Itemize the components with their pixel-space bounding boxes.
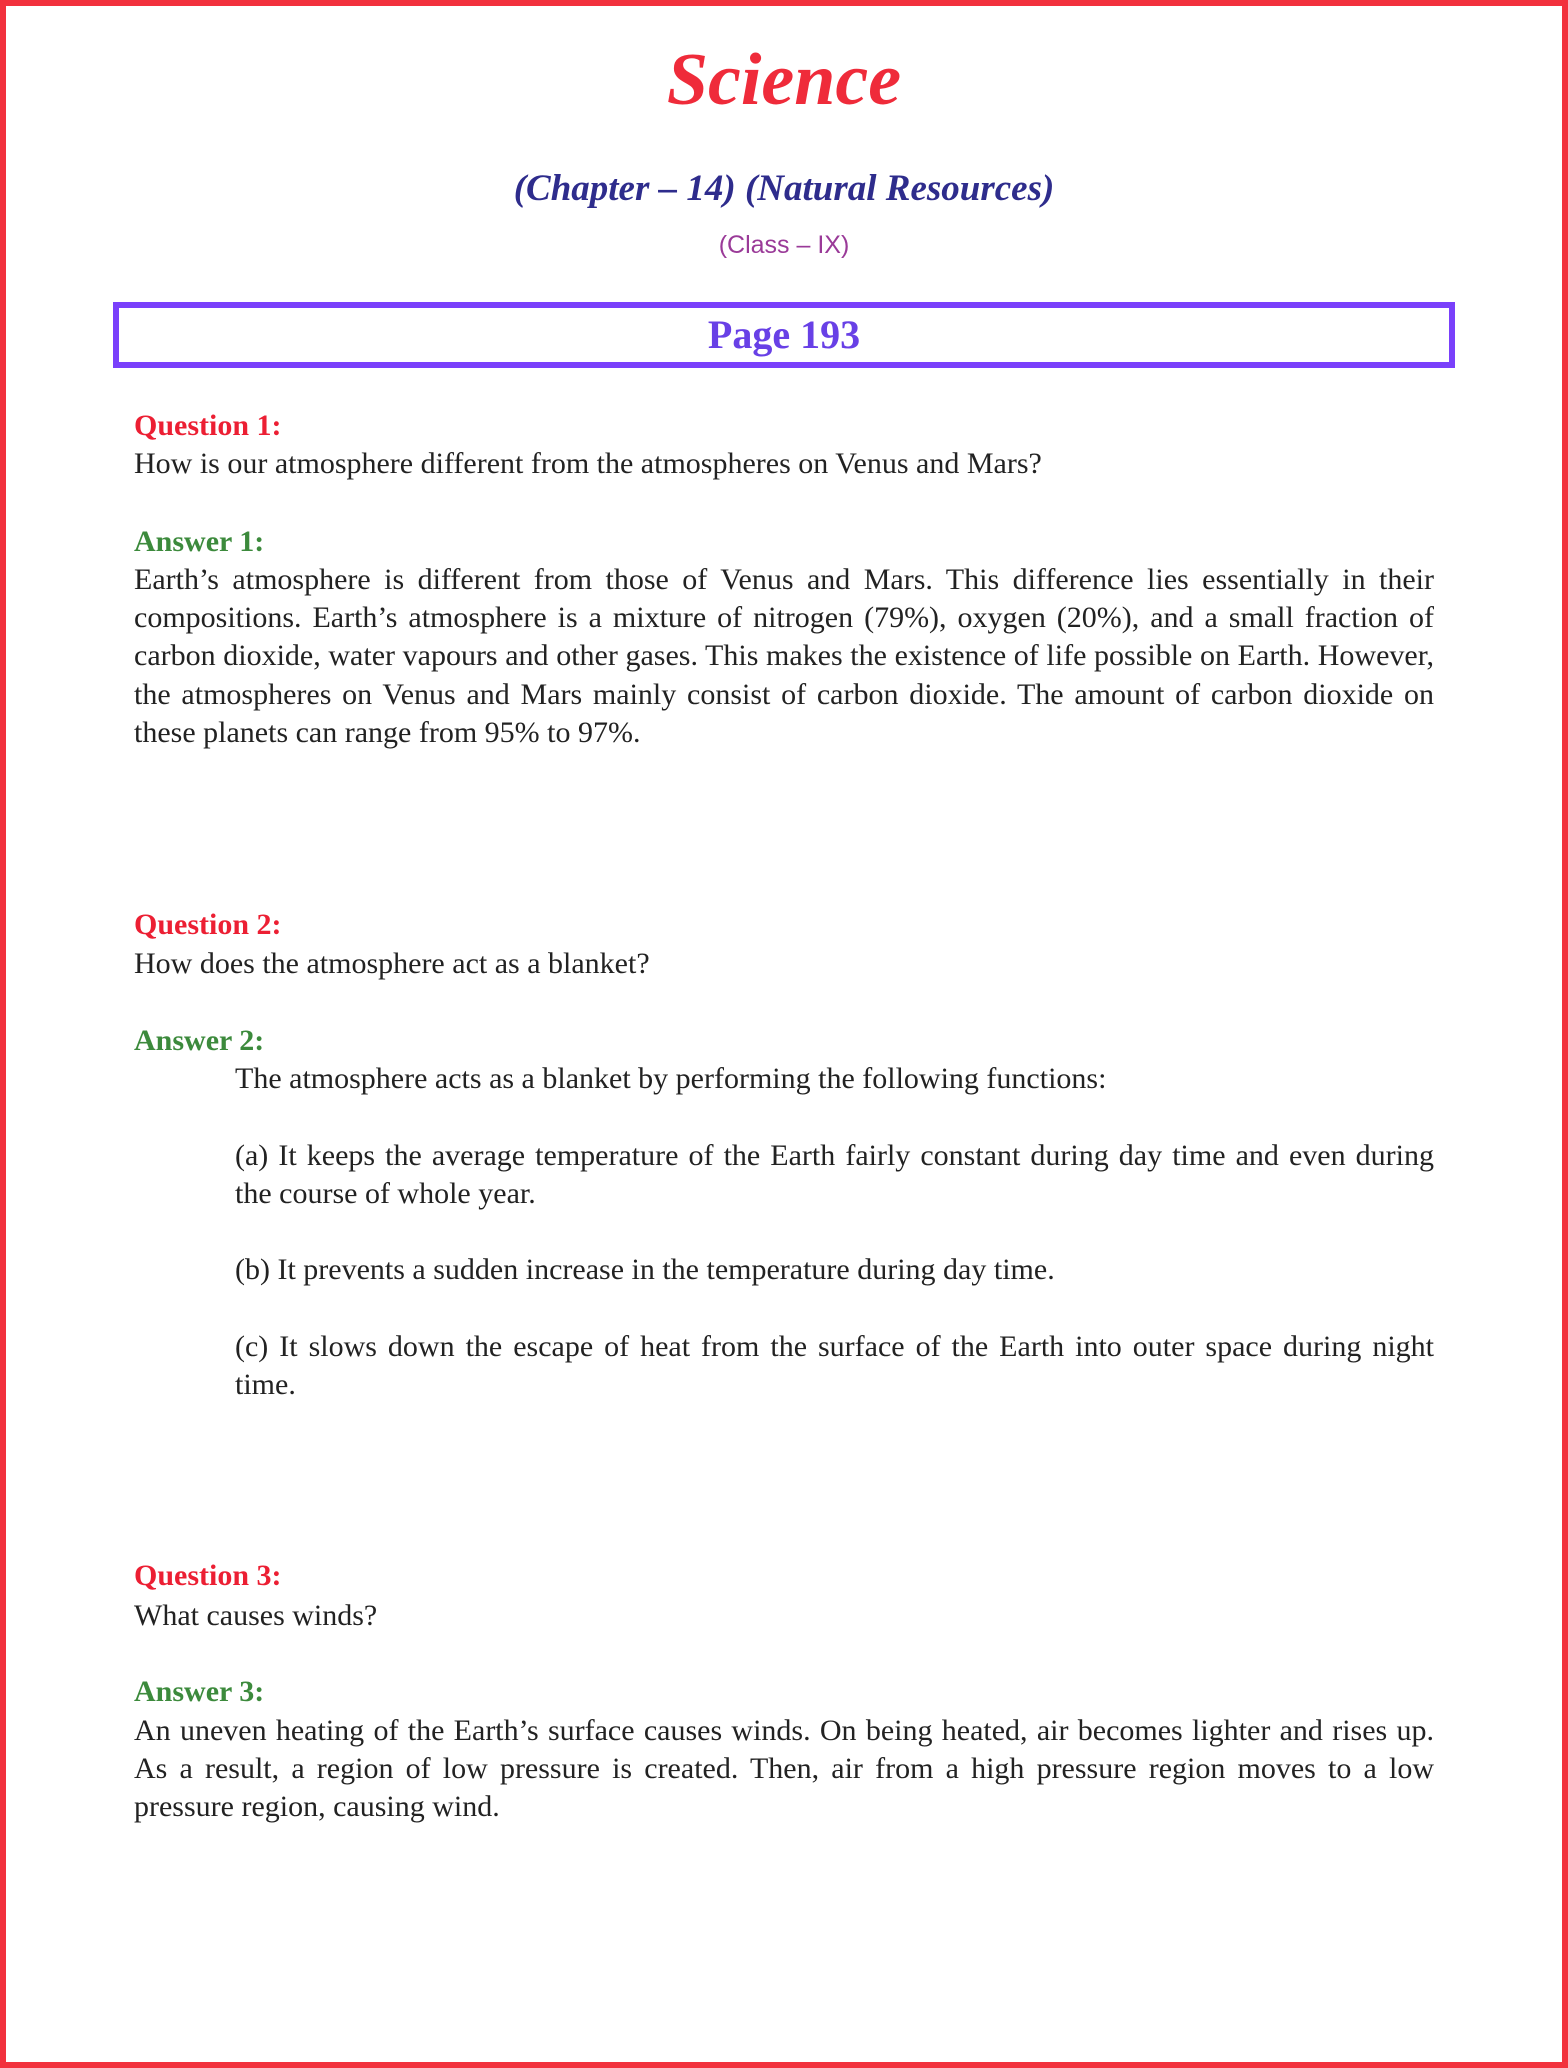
question-label: Question 2: [134, 908, 282, 941]
page-number: Page 193 [707, 312, 861, 357]
question-label: Question 1: [134, 409, 282, 442]
answer-intro: The atmosphere acts as a blanket by performing the following functions: [235, 1062, 1107, 1095]
answer-label: Answer 1: [134, 525, 265, 558]
page-number-box [113, 302, 1455, 368]
question-text: How is our atmosphere different from the atmospheres on Venus and Mars? [134, 447, 1042, 480]
page-title: Science [666, 39, 902, 121]
answer-text: An uneven heating of the Earth’s surface causes winds. On being heated, air becomes lighter and rises up. As a result, a region of low pressure is created. Then, air from a high pressure region moves to a low pressure region, causing wind. [134, 1714, 1434, 1824]
question-text: How does the atmosphere act as a blanket? [134, 947, 650, 980]
question-text: What causes winds? [134, 1599, 378, 1632]
answer-text: Earth’s atmosphere is different from those of Venus and Mars. This difference lies essentially in their compositions. Earth’s atmosphere is a mixture of nitrogen (79%), oxygen (20%), and a small fraction of carbon dioxide, water vapours and other gases. This makes the existence of life possible on Earth. However, the atmospheres on Venus and Mars mainly consist of carbon dioxide. The amount of carbon dioxide on these planets can range from 95% to 97%. [134, 563, 1434, 749]
chapter-heading: (Chapter – 14) (Natural Resources) [513, 168, 1055, 209]
answer-point-a: (a) It keeps the average temperature of the Earth fairly constant during day time and even during the course of whole year. [235, 1139, 1434, 1211]
answer-point-b: (b) It prevents a sudden increase in the temperature during day time. [235, 1253, 1055, 1286]
answer-label: Answer 3: [134, 1675, 265, 1708]
answer-point-c: (c) It slows down the escape of heat from the surface of the Earth into outer space during night time. [235, 1330, 1434, 1402]
answer-label: Answer 2: [134, 1024, 265, 1057]
class-label: (Class – IX) [718, 231, 850, 259]
question-label: Question 3: [134, 1559, 282, 1592]
